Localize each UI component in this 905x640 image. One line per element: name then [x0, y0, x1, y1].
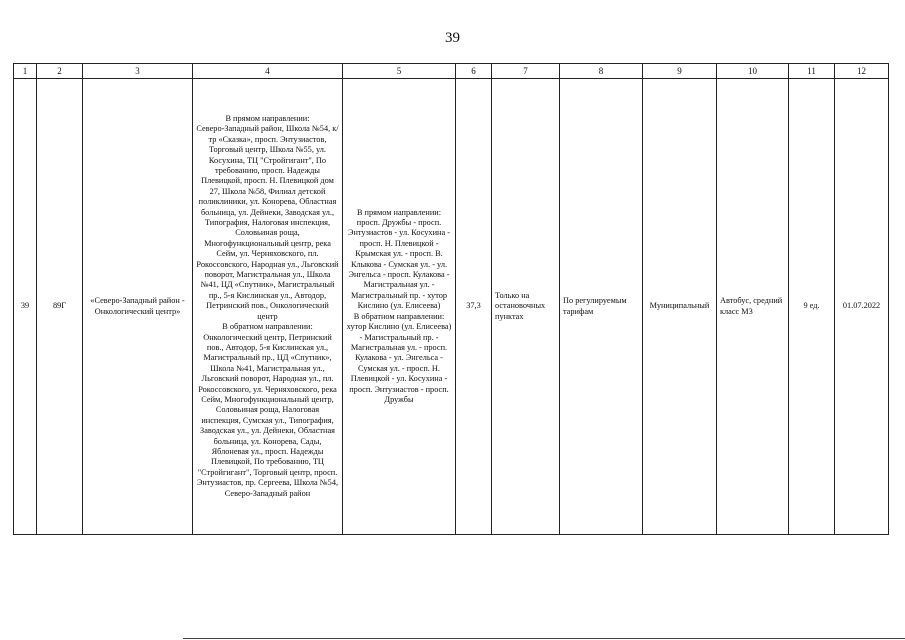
- header-cell: 8: [560, 64, 643, 79]
- stop-order-cell: Только на остановочных пунктах: [492, 79, 560, 535]
- header-cell: 4: [193, 64, 343, 79]
- route-number-cell: 89Г: [37, 79, 83, 535]
- page-edge-line: [183, 638, 905, 639]
- table-row: [14, 79, 889, 535]
- header-cell: 11: [789, 64, 835, 79]
- streets-cell: В прямом направлении: просп. Дружбы - просп. Энтузиастов - ул. Косухина - просп. Н. Плевицкой - Крымская ул. - просп. В. Клыкова - Сумская ул. - ул. Энгельса - просп. Кулакова - Магистральная ул. - Магистральный пр. - хутор Кислино (ул. Елисеева) В обратном направлении: хутор Кислино (ул. Елисеева) - Магистральный пр. - Магистральная ул. - просп. Кулакова - ул. Энгельса - Сумская ул. - просп. Н. Плевицкой - ул. Косухина - просп. Энтузиастов - просп. Дружбы: [343, 79, 456, 535]
- route-name-cell: «Северо-Западный район - Онкологический центр»: [83, 79, 193, 535]
- carrier-type-cell: Муниципальный: [643, 79, 717, 535]
- tariff-cell: По регулируемым тарифам: [560, 79, 643, 535]
- vehicle-cell: Автобус, средний класс М3: [717, 79, 789, 535]
- stops-cell: В прямом направлении: Северо-Западный район, Школа №54, к/тр «Сказка», просп. Энтузиастов, Торговый центр, Школа №55, ул. Косухина, ТЦ "Стройгигант", По требованию, просп. Надежды Плевицкой, просп. Н. Плевицкой дом 27, Школа №58, Филиал детской поликлиники, ул. Конорева, Областная больница, ул. Дейнеки, Заводская ул., Типография, Налоговая инспекция, Соловьиная роща, Многофункциональный центр, река Сейм, ул. Черняховского, пл. Рокоссовского, Народная ул., Льговский поворот, Магистральная ул., Школа №41, ЦД «Спутник», Магистральный пр., 5-я Кислинская ул., Автодор, Петринский пов., Онкологический центр В обратном направлении: Онкологический центр, Петринский пов., Автодор, 5-я Кислинская ул., Магистральный пр., ЦД «Спутник», Школа №41, Магистральная ул., Льговский поворот, Народная ул., пл. Рокоссовского, ул. Черняховского, река Сейм, Многофункциональный центр, Соловьиная роща, Налоговая инспекция, Сумская ул., Типография, Заводская ул., ул. Дейнеки, Областная больница, ул. Конорева, Сады, Яблоневая ул., просп. Надежды Плевицкой, По требованию, ТЦ "Стройгигант", Торговый центр, просп. Энтузиастов, пр. Сергеева, Школа №54, Северо-Западный район: [193, 79, 343, 535]
- header-cell: 9: [643, 64, 717, 79]
- header-cell: 12: [835, 64, 889, 79]
- header-cell: 5: [343, 64, 456, 79]
- header-cell: 1: [14, 64, 37, 79]
- route-length-cell: 37,3: [456, 79, 492, 535]
- vehicle-count-cell: 9 ед.: [789, 79, 835, 535]
- header-row: [14, 64, 889, 79]
- page-number: 39: [445, 30, 460, 46]
- start-date-cell: 01.07.2022: [835, 79, 889, 535]
- header-cell: 2: [37, 64, 83, 79]
- header-cell: 6: [456, 64, 492, 79]
- route-table: [13, 63, 889, 535]
- row-number-cell: 39: [14, 79, 37, 535]
- header-cell: 3: [83, 64, 193, 79]
- header-cell: 7: [492, 64, 560, 79]
- header-cell: 10: [717, 64, 789, 79]
